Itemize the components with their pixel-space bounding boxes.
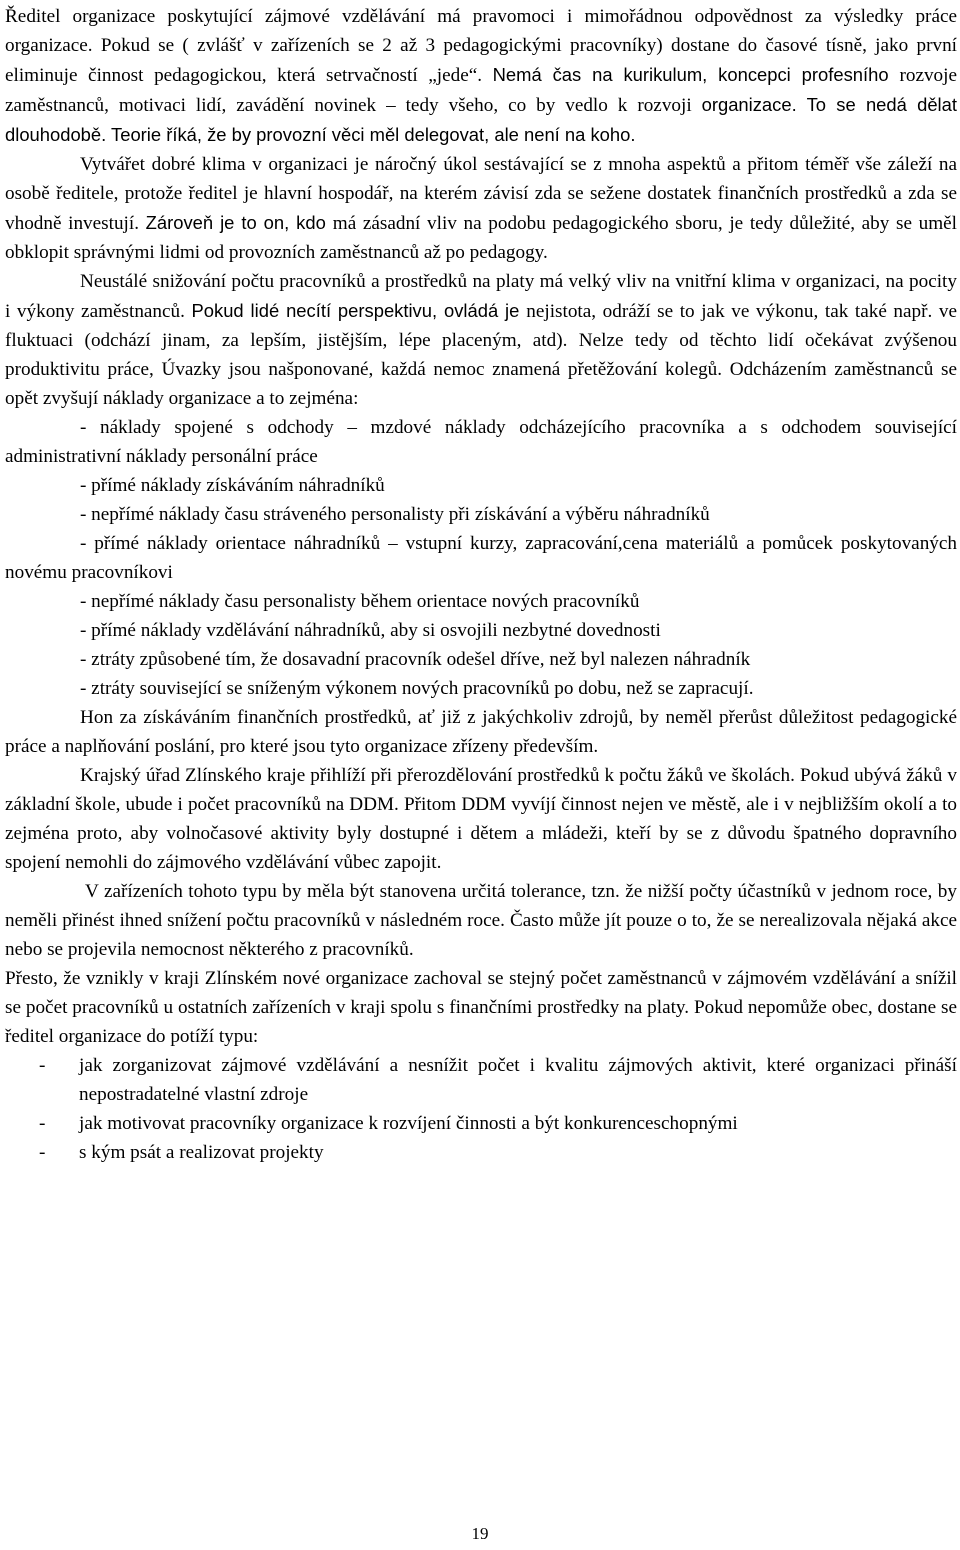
paragraph-regional-office: Krajský úřad Zlínského kraje přihlíží při přerozdělování prostředků k počtu žáků ve školách. Pokud ubývá žáků v základní škole, ubude i počet pracovníků na DDM. Přitom DDM vyvíjí činnost nejen ve městě, ale i v nejbližším okolí a to zejména proto, aby volnočasové aktivity byly dostupné i dětem a mládeži, kteří by se z důvodu špatného dopravního spojení nemohli do zájmového vzdělávání vůbec zapojit. xyxy=(5,765,957,873)
document-page xyxy=(5,2,957,1167)
text-run: Neustálé snižování počtu pracovníků a prostředků na platy má velký vliv na vnitřní klima v organizaci, na pocity i výkony zaměstnanců. xyxy=(5,271,957,322)
cost-item: - nepřímé náklady času personalisty během orientace nových pracovníků xyxy=(80,591,640,612)
cost-item: - ztráty související se sníženým výkonem nových pracovníků po dobu, než se zapracují. xyxy=(80,678,754,699)
list-item xyxy=(5,1109,957,1138)
cost-item: - přímé náklady získáváním náhradníků xyxy=(80,475,385,496)
text-run: rozvoje zaměstnanců, motivaci lidí, zavádění novinek – tedy všeho, co by vedlo k rozvoji xyxy=(5,65,958,116)
cost-item: - přímé náklady vzdělávání náhradníků, aby si osvojili nezbytné dovednosti xyxy=(80,620,661,641)
text-run: má zásadní vliv na podobu pedagogického sboru, je tedy důležité, aby se uměl obklopit správnými lidmi od provozních zaměstnanců až po pedagogy. xyxy=(5,213,957,263)
list-item-text: s kým psát a realizovat projekty xyxy=(79,1142,324,1163)
text-run-sans: organizace. To se nedá dělat dlouhodobě. Teorie říká, že by provozní věci měl delegovat, ale není na koho. xyxy=(5,94,957,145)
paragraph-tolerance: V zařízeních tohoto typu by měla být stanovena určitá tolerance, tzn. že nižší počty účastníků v jednom roce, by neměli přinést ihned snížení počtu pracovníků v následném roce. Často může jít pouze o to, že se nerealizovala nějaká akce nebo se projevila nemocnost některého z pracovníků. xyxy=(5,881,957,960)
list-bullet: - xyxy=(39,1113,46,1134)
page-number: 19 xyxy=(471,1524,489,1543)
text-run: nejistota, odráží se to jak ve výkonu, tak také např. ve fluktuaci (odchází jinam, za lepším, jistějším, lépe placeným, atd). Nelze tedy od těchto lidí očekávat zvýšenou produktivitu práce, Úvazky jsou našponované, každá nemoc znamená přetěžování kolegů. Odcházením zaměstnanců se opět zvyšují náklady organizace a to zejména: xyxy=(5,301,957,409)
text-run-sans: Zároveň je to on, kdo xyxy=(145,212,333,233)
problems-list xyxy=(5,1051,957,1167)
paragraph-good-climate xyxy=(5,150,957,267)
text-run-sans: Pokud lidé necítí perspektivu, ovládá je xyxy=(191,300,527,321)
cost-item: - přímé náklady orientace náhradníků – vstupní kurzy, zapracování,cena materiálů a pomůcek poskytovaných novému pracovníkovi xyxy=(5,533,957,583)
list-item xyxy=(5,1138,957,1167)
text-run: Vytvářet dobré klima v organizaci je náročný úkol sestávající se z mnoha aspektů a přitom téměř vše záleží na osobě ředitele, protože ředitel je hlavní hospodář, na kterém závisí zda se sežene dostatek finančních prostředků a zda se vhodně investují. xyxy=(5,154,957,234)
paragraph-staff-reduction xyxy=(5,267,957,413)
paragraph-new-organizations: Přesto, že vznikly v kraji Zlínském nové organizace zachoval se stejný počet zaměstnanců v zájmovém vzdělávání a snížil se počet pracovníků u ostatních zařízeních v kraji spolu s finančními prostředky na platy. Pokud nepomůže obec, dostane se ředitel organizace do potíží typu: xyxy=(5,968,957,1047)
cost-item: - náklady spojené s odchody – mzdové náklady odcházejícího pracovníka a s odchodem související administrativní náklady personální práce xyxy=(5,417,957,467)
list-item-text: jak zorganizovat zájmové vzdělávání a nesnížit počet i kvalitu zájmových aktivit, které organizaci přináší nepostradatelné vlastní zdroje xyxy=(79,1055,957,1105)
cost-item: - ztráty způsobené tím, že dosavadní pracovník odešel dříve, než byl nalezen náhradník xyxy=(80,649,751,670)
list-bullet: - xyxy=(39,1055,46,1076)
text-run-sans: Nemá čas na kurikulum, koncepci profesního xyxy=(492,64,900,85)
text-run: Ředitel organizace poskytující zájmové vzdělávání má pravomoci i mimořádnou odpovědnost za výsledky práce organizace. Pokud se ( zvlášť v zařízeních se 2 až 3 pedagogickými pracovníky) dostane do časové tísně, jako první eliminuje činnost pedagogickou, která setrvačností „jede“. xyxy=(5,6,957,86)
paragraph-director-responsibility xyxy=(5,2,957,150)
list-item-text: jak motivovat pracovníky organizace k rozvíjení činnosti a být konkurenceschopnými xyxy=(79,1113,738,1134)
list-item xyxy=(5,1051,957,1109)
list-bullet: - xyxy=(39,1142,46,1163)
paragraph-fundraising: Hon za získáváním finančních prostředků, ať již z jakýchkoliv zdrojů, by neměl přerůst důležitost pedagogické práce a naplňování poslání, pro které jsou tyto organizace zřízeny především. xyxy=(5,707,957,757)
cost-item: - nepřímé náklady času stráveného personalisty při získávání a výběru náhradníků xyxy=(80,504,710,525)
